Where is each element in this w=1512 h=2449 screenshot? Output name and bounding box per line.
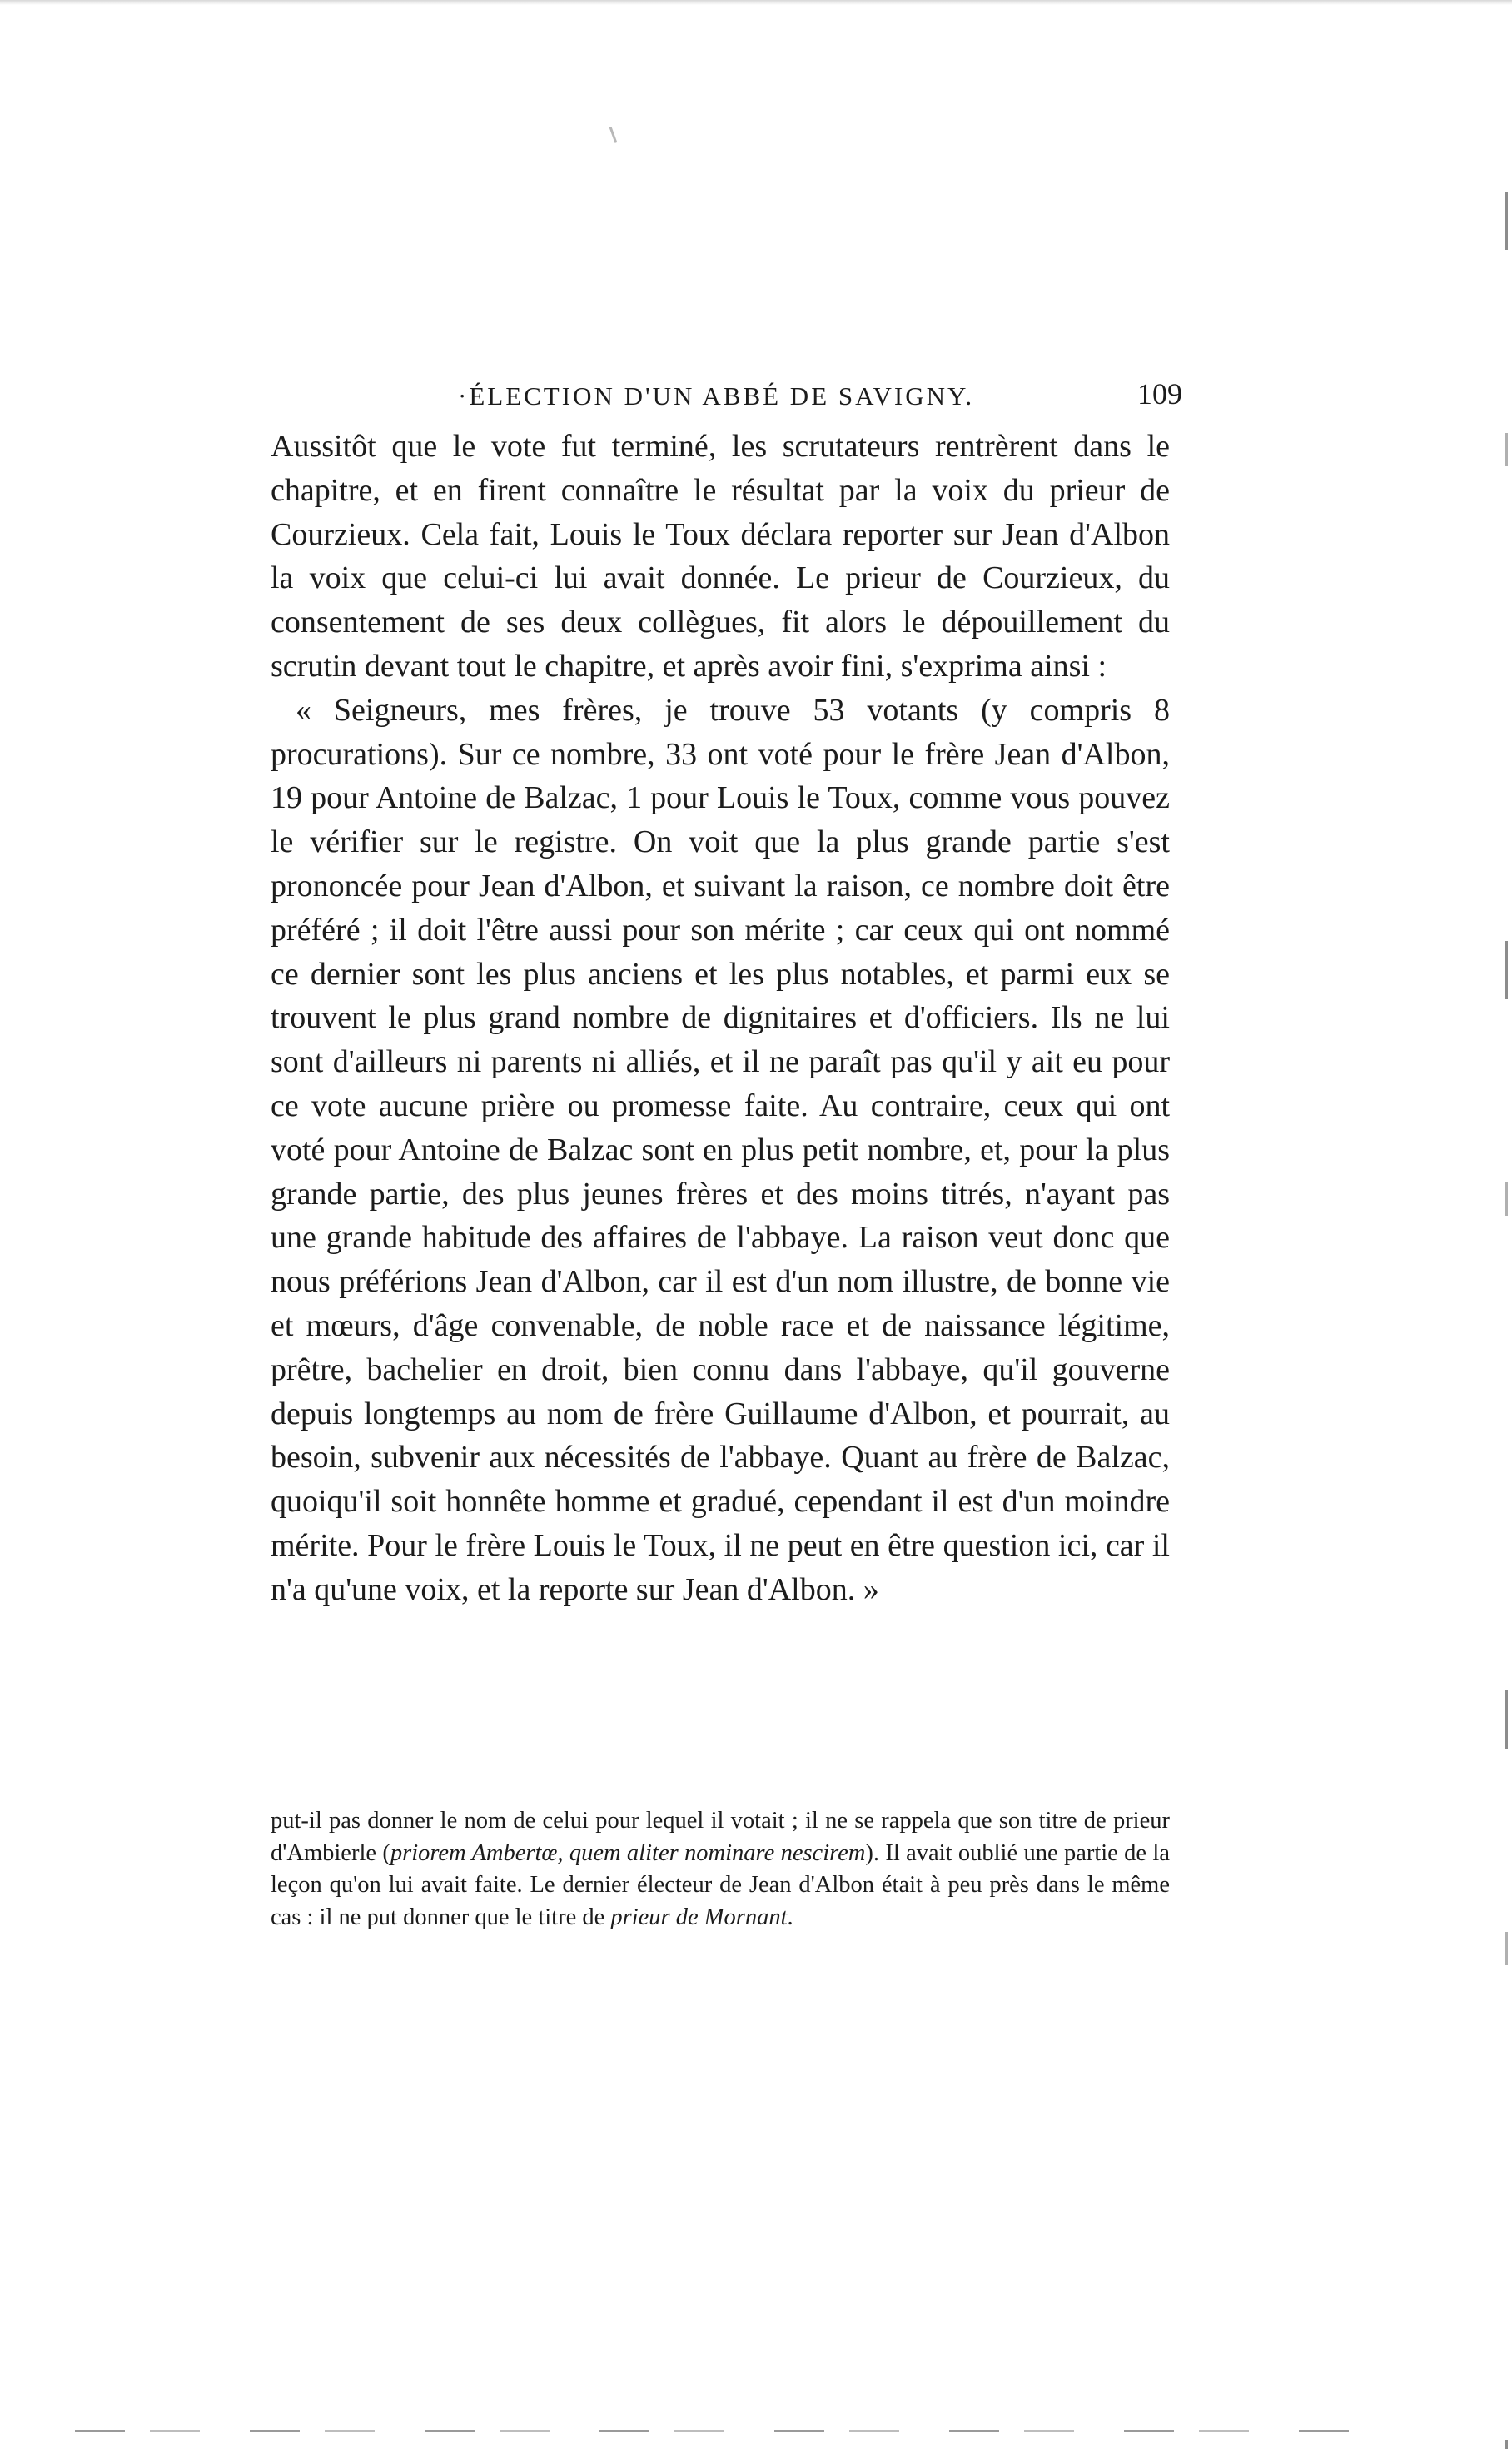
footnote-text: .: [787, 1904, 793, 1930]
scan-stray-mark: [609, 127, 618, 143]
scan-right-edge: [1505, 0, 1508, 2449]
paragraph: Aussitôt que le vote fut terminé, les scrutateurs rentrèrent dans le chapitre, et en firent connaître le résultat par la voix du prieur de Courzieux. Cela fait, Louis le Toux déclara reporter sur Jean d'Albon la voix que celui-ci lui avait donnée. Le prieur de Courzieux, du consentement de ses deux collègues, fit alors le dépouillement du scrutin devant tout le chapitre, et après avoir fini, s'exprima ainsi :: [271, 429, 1170, 684]
scan-bottom-edge: [75, 2430, 1374, 2432]
page-number: 109: [1137, 377, 1182, 411]
main-text: [271, 425, 1170, 1612]
footnote-text: put-il pas donner le nom de celui pour lequel il votait ; il ne se rappela que son titre de prieur d'Ambierle (: [271, 1808, 1170, 1866]
scan-top-edge: [0, 0, 1512, 5]
paragraph: « Seigneurs, mes frères, je trouve 53 votants (y compris 8 procurations). Sur ce nombre, 33 ont voté pour le frère Jean d'Albon, 19 pour Antoine de Balzac, 1 pour Louis le Toux, comme vous pouvez le vérifier sur le registre. On voit que la plus grande partie s'est prononcée pour Jean d'Albon, et suivant la raison, ce nombre doit être préféré ; il doit l'être aussi pour son mérite ; car ceux qui ont nommé ce dernier sont les plus anciens et les plus notables, et parmi eux se trouvent le plus grand nombre de dignitaires et d'officiers. Ils ne lui sont d'ailleurs ni parents ni alliés, et il ne paraît pas qu'il y ait eu pour ce vote aucune prière ou promesse faite. Au contraire, ceux qui ont voté pour Antoine de Balzac sont en plus petit nombre, et, pour la plus grande partie, des plus jeunes frères et des moins titrés, n'ayant pas une grande habitude des affaires de l'abbaye. La raison veut donc que nous préférions Jean d'Albon, car il est d'un nom illustre, de bonne vie et mœurs, d'âge convenable, de noble race et de naissance légitime, prêtre, bachelier en droit, bien connu dans l'abbaye, qu'il gouverne depuis longtemps au nom de frère Guillaume d'Albon, et pourrait, au besoin, subvenir aux nécessités de l'abbaye. Quant au frère de Balzac, quoiqu'il soit honnête homme et gradué, cependant il est d'un moindre mérite. Pour le frère Louis le Toux, il ne peut en être question ici, car il n'a qu'une voix, et la reporte sur Jean d'Albon. »: [271, 692, 1170, 1607]
running-title: ·ÉLECTION D'UN ABBÉ DE SAVIGNY.: [458, 381, 975, 411]
footnote: [271, 1805, 1170, 1934]
footnote-latin-quote: priorem Ambertœ, quem aliter nominare nescirem: [390, 1839, 866, 1866]
footnote-italic-title: prieur de Mornant: [610, 1904, 788, 1930]
running-head: [458, 377, 1182, 423]
footnote-paragraph: [271, 1805, 1170, 1934]
footnote-text: ). Il avait oublié une partie de la leçon qu'on lui avait faite. Le dernier électeur de Jean d'Albon était à peu près dans le même cas : il ne put donner que le titre de: [271, 1839, 1171, 1930]
